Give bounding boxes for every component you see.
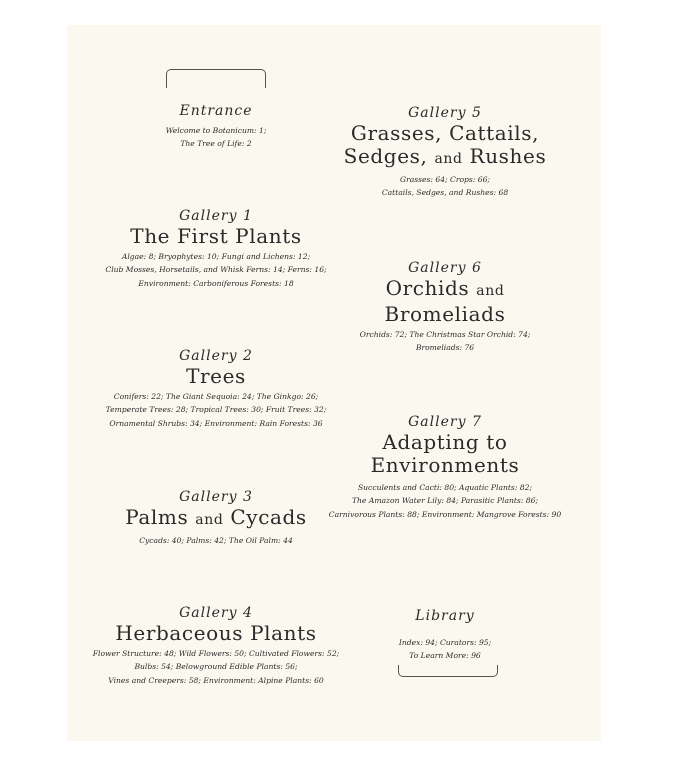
gallery-4-contents-line: Flower Structure: 48; Wild Flowers: 50; Cultivated Flowers: 52; — [92, 649, 340, 658]
gallery-1-label: Gallery 1 — [179, 208, 253, 224]
gallery-4-contents-line: Vines and Creepers: 58; Environment: Alpine Plants: 60 — [108, 675, 324, 685]
entrance-label: Entrance — [179, 103, 253, 119]
gallery-5-section — [325, 105, 565, 200]
library-contents — [345, 636, 545, 663]
gallery-4-contents — [81, 647, 351, 687]
gallery-2-title: Trees — [186, 364, 246, 388]
gallery-2-contents — [86, 390, 346, 430]
bottom-bracket-ornament — [398, 665, 498, 677]
gallery-3-section — [86, 489, 346, 547]
gallery-3-title-part: Palms — [125, 505, 189, 529]
gallery-5-title-line: Grasses, Cattails, — [350, 121, 540, 145]
gallery-7-contents-line: The Amazon Water Lily: 84; Parasitic Plants: 86; — [351, 496, 539, 506]
gallery-7-contents — [320, 481, 570, 521]
gallery-3-title-part: Cycads — [230, 505, 307, 529]
gallery-4-title: Herbaceous Plants — [115, 621, 317, 645]
top-bracket-ornament — [166, 69, 266, 88]
gallery-6-contents-line: Orchids: 72; The Christmas Star Orchid: 74; — [359, 330, 531, 339]
gallery-1-title: The First Plants — [130, 224, 302, 248]
entrance-contents-line: Welcome to Botanicum: 1; — [165, 126, 267, 135]
gallery-5-label: Gallery 5 — [408, 105, 482, 121]
gallery-2-contents-line: Ornamental Shrubs: 34; Environment: Rain Forests: 36 — [109, 418, 323, 428]
gallery-1-section — [86, 208, 346, 290]
gallery-7-contents-line: Carnivorous Plants: 88; Environment: Mangrove Forests: 90 — [328, 509, 562, 519]
gallery-7-title-line: Adapting to — [382, 430, 508, 454]
gallery-3-title-conjunction: and — [195, 512, 224, 528]
gallery-7-section — [320, 414, 570, 521]
library-contents-line: Index: 94; Curators: 95; — [398, 638, 492, 647]
gallery-1-contents — [86, 250, 346, 290]
gallery-7-label: Gallery 7 — [408, 414, 482, 430]
gallery-4-label: Gallery 4 — [179, 605, 253, 621]
gallery-1-contents-line: Environment: Carboniferous Forests: 18 — [138, 278, 294, 288]
gallery-6-title-part: Orchids — [385, 276, 470, 300]
gallery-3-contents-line: Cycads: 40; Palms: 42; The Oil Palm: 44 — [139, 536, 293, 545]
gallery-3-title — [86, 506, 346, 532]
gallery-6-label: Gallery 6 — [408, 260, 482, 276]
gallery-5-title-line — [325, 145, 565, 171]
gallery-2-contents-line: Conifers: 22; The Giant Sequoia: 24; The Ginkgo: 26; — [113, 392, 319, 401]
library-label: Library — [415, 608, 475, 624]
gallery-4-contents-line: Bulbs: 54; Belowground Edible Plants: 56; — [134, 662, 298, 672]
gallery-5-title-conjunction: and — [434, 151, 463, 167]
gallery-6-title-conjunction: and — [476, 283, 505, 299]
gallery-2-section — [86, 348, 346, 430]
entrance-contents-line: The Tree of Life: 2 — [180, 139, 252, 149]
gallery-2-contents-line: Temperate Trees: 28; Tropical Trees: 30; Fruit Trees: 32; — [105, 405, 327, 415]
entrance-contents — [116, 124, 316, 151]
gallery-6-title-line — [325, 277, 565, 303]
gallery-6-section — [325, 260, 565, 355]
gallery-3-contents — [86, 534, 346, 547]
gallery-7-title-line: Environments — [370, 453, 520, 477]
gallery-5-title-part: Sedges, — [343, 144, 428, 168]
entrance-section — [116, 103, 316, 151]
gallery-1-contents-line: Algae: 8; Bryophytes: 10; Fungi and Lichens: 12; — [121, 252, 311, 261]
gallery-5-title-part: Rushes — [469, 144, 547, 168]
gallery-5-contents — [325, 173, 565, 200]
gallery-6-contents — [325, 328, 565, 355]
library-section — [345, 608, 545, 663]
gallery-7-contents-line: Succulents and Cacti: 80; Aquatic Plants: 82; — [357, 483, 533, 492]
gallery-2-label: Gallery 2 — [179, 348, 253, 364]
gallery-6-title-line: Bromeliads — [384, 302, 506, 326]
gallery-1-contents-line: Club Mosses, Horsetails, and Whisk Ferns: 14; Ferns: 16; — [105, 265, 327, 275]
gallery-5-contents-line: Cattails, Sedges, and Rushes: 68 — [381, 188, 509, 198]
gallery-3-label: Gallery 3 — [179, 489, 253, 505]
gallery-6-contents-line: Bromeliads: 76 — [415, 343, 475, 353]
library-contents-line: To Learn More: 96 — [409, 651, 481, 661]
gallery-5-contents-line: Grasses: 64; Crops: 66; — [400, 175, 490, 184]
gallery-4-section — [81, 605, 351, 687]
